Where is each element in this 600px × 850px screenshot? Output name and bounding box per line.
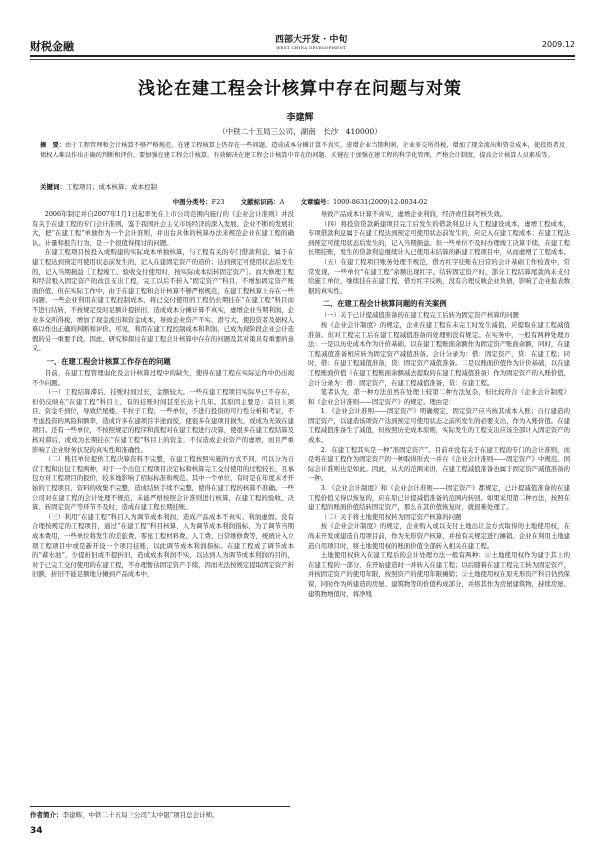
- clc-label: 中图分类号：: [172, 198, 212, 206]
- page-number: 34: [30, 826, 43, 836]
- footnote-label: 作者简介：: [30, 811, 63, 819]
- subsection-heading: （二）关于将土地使用权转为固定资产核算的问题: [320, 512, 462, 521]
- doc-code: A: [279, 198, 285, 206]
- footnote-text: 李建辉，中铁二十五局三公司“太中银”项目总会计师。: [62, 811, 219, 819]
- article-no: 1009-8631(2009)12-0034-02: [332, 198, 428, 206]
- header-rule-thin: [30, 59, 575, 60]
- abstract-text: 由于工程管理和会计核算不够严格规范，在建工程核算上仍存在一些问题，造成成本分摊计算不真实，虚增企业当期利润，企业多交所得税，增加了现金流出和资金成本，使投资者及债权人难以作出正确的判断和评价。要加强在建工程会计核算，有效解决在建工程会计核算中存在的问题，关键在于加强在建工程的科学化管理，严格会计制度，提高会计核算人员素质等。: [40, 142, 566, 159]
- journal-name-en: WEST CHINA DEVELOPMENT: [276, 45, 347, 50]
- paragraph: 1．《企业会计准则——固定资产》明确规定，固定资产应当按其成本入账；自行建造的固定资产，以建造该项资产达到预定可使用状态之前所发生的必要支出，作为入账价值。在建工程减值准备生了减值，但按照历史成本原则，实际发生的工程支出应该全部计入固定资产的成本。: [308, 407, 571, 445]
- paragraph: 按《企业会计制度》的规定，企业在建工程在未完工时发生减值，应提取在建工程减值准备。但对工程完工后在建工程减值准备的处理则没有规定。在实务中，一般有两种处理方法：一是以历史成本作为计价基础，以在建工程账面余额作为固定资产账面余额，同时，在建工程减值准备相应转为固定资产减值准备。会计分录为：借：固定资产，贷：在建工程；同时，借：在建工程减值准备，贷：固定资产减值准备。二是以账面价值作为计价基础，以在建工程账面价值（在建工程账面余额减去提取的在建工程减值准备）作为固定资产的入账价值，会计分录为：借：固定资产，在建工程减值准备，贷：在建工程。: [308, 320, 571, 387]
- right-column: [308, 210, 570, 599]
- section-heading: 一、在建工程会计核算工作存在的问题: [46, 356, 171, 366]
- paragraph: 目前，在建工程管理弱化及会计核算过程中的缺失，使得在建工程在实际运作中仍出现不少问题。: [32, 368, 294, 387]
- classification-line: [0, 197, 600, 206]
- keywords: [40, 182, 565, 192]
- paragraph: 3．《企业会计制度》和《企业会计准则——固定资产》都规定，已计提减值准备的在建工程价值又得以恢复的，应在原已计提减值准备的范围内转回。如果采用第二种方法，按照在建工程的账面价值结转固定资产，那么在其价值恢复时，就很难处理了。: [308, 484, 571, 512]
- header-rule: [30, 55, 575, 57]
- footnote-rule: [30, 806, 290, 807]
- issue-date: 2009.12: [541, 40, 575, 49]
- author-name: 李建辉: [286, 113, 314, 123]
- paragraph: （三）利用“在建工程”科目人为调节成本利润，造成产品成本不真实、利润虚假。没有合理按规定的工程项目，通过“在建工程”科目核算，人为调节成本利润指标，为了调节当期成本费用，一些单位将发生的差旅费、零星工程材料费、人工费、日常维修费等，统统计入立项工程项目中或是新开设一个项目挂账，以此调节成本利润指标。在建工程成了调节成本的“蓄水池”，少提折旧或不提折旧，造成成本利润不实，以达到人为调节成本利润的目的，对于已完工交付使用的在建工程，不办理暂估固定资产手续，因而无法按规定提取固定资产折旧额，折旧不能足额地分摊到产品成本中，: [32, 512, 295, 579]
- left-column: [32, 210, 294, 580]
- paragraph: （一）工程结算滞后，挂账时间过长，金额较大。一些在建工程项目实际早已不存在，但仍反映在“在建工程”科目上，有的挂账时间甚至长达十几年。其原因主要是：首目上项目、资金不到位，导致烂尾楼、半拉子工程；一些单位，不进行投资的可行性分析和考证，不考虑投资的风险和额率，造成许多在建项目半途而废，使很多在建项目损失，或成为无效在建项目。还有一些单位，不按照规定的程序和流程对在建工程进行决算，使很多在建工程结算及核对滞后，或成为长期挂在“在建工程”科目上的资金，不仅造成企业资产的虚增，而且严重影响了企业财务状况的真实性和准确性。: [32, 388, 295, 454]
- paragraph: （四）将投资贷款新建项目完工后发生的借款利息计入工程建设成本，虚增工程成本，专项借款利息属于在建工程达到预定可使用状态前发生的，应记入在建工程成本；在建工程达到预定可使用状态后发生的，记入当期损益。但一些单位不及时办理竣工决算手续，在建工程长期挂账，发生的贷款利息继续计入已使用未结算的新建工程项目中，从而虚增了工程成本。: [308, 219, 571, 257]
- author-affiliation: （中铁二十五局三公司，湖南 长沙 410000）: [218, 127, 382, 136]
- journal-name: [275, 35, 347, 50]
- paragraph: （二）账目单位提供工程决算资料不完整，在建工程按照实施的方式不同，可以分为自营工程和出包工程两种，对于一个出包工程项目决定标和核算完工交付使用的过程较长，且承包方对工程项目的报价，较多地影响了招标标准和规范。其中一个单位，有时是在年度末才开始的工程项目，资料的收集不完整，造成结转手续不完整，使得在建工程的核算不准确。一些公司对在建工程的会计处理不规范，未能严格按照会计准则进行核算，在建工程的验收、决算、转固定资产等环节不及时，造成在建工程长期挂账。: [32, 455, 295, 512]
- paragraph: 笔者认为，第一种方法虽然在处理上较第二种方法复杂，但比较符合《企业会计制度》和《企业会计准则——固定资产》的规定。理由是：: [308, 388, 570, 406]
- keywords-text: 工程项目；成本核算；成本控制: [66, 183, 157, 191]
- running-header: [30, 35, 575, 54]
- keywords-label: 关键词：: [40, 183, 66, 191]
- author-footnote: [30, 810, 575, 819]
- journal-section: 财税金融: [30, 40, 74, 53]
- article-no-label: 文章编号：: [300, 198, 333, 206]
- section-heading: 二、在建工程会计核算问题的有关案例: [322, 299, 447, 309]
- subsection-heading: （一）关于已计提减值准备的在建工程完工后转为固定资产核算的问题: [320, 311, 519, 320]
- paragraph: 按《企业会计制度》的规定，企业购入或以支付土地出让金方式取得的土地使用权，在尚未开发或建造自用项目前，作为无形资产核算，并按有关规定进行摊销。企业在利用土地建造自用项目时，将土地使用权的账面价值全部转入相关在建工程。: [308, 522, 571, 550]
- doc-code-label: 文献标识码：: [240, 198, 280, 206]
- journal-name-cn: 西部大开发 · 中旬: [275, 35, 348, 45]
- paragraph: 导致产品成本计算不真实，虚增企业利润，经济责任制考核失效。: [320, 210, 507, 218]
- abstract-label: 摘 要：: [40, 142, 66, 149]
- paragraph: （五）在建工程项目账务处理不规范，借方红字挂账在日常的会计基础工作检查中，常常发现，一些单位“在建工程”余额出现红字。结转固定资产时，部分工程结算尾款尚未支付给施工单位，继续挂在在建工程，借方红字反映，没有合理反映企业负债，影响了企业报表数据的真实性。: [308, 257, 571, 295]
- paragraph: 在建工程项目按投入或购建的实际成本单独核算，与工程有关的专门借款利息，属于在建工程达到预定可使用状态前发生的，记入在建固定资产的造价；达到预定可使用状态后发生的，记入当期损益［工程竣工、验收交付使用时，按实际成本结转固定资产］。而大修理工程和经营租入固定资产的改良支出工程，完工以后不转入“固定资产”科目，不增加固定资产账面价值，但在实际工作中，由于在建工程和会计核算不够严格规范，在建工程核算上存在一些问题，一些企业利用在建工程控制成本，将已交付使用的工程仍长期挂在“在建工程”科目而不进行结转，不按规定及时足额计提折旧，造成成本分摊计算不真实，虚增企业当期利润，企业多交所得税，增加了现金流出和资金成本，导致企业资产不实、潜亏大，使投资者及债权人难以作出正确的判断和评价。可见，利用在建工程控制成本和利润，已成为现阶段企业会计造假的另一重要手段。因此，研究和探讨在建工程会计核算中存在的问题及其对策具有重要的意义。: [32, 248, 295, 353]
- clc-code: F23: [211, 198, 225, 206]
- paragraph: 2006年制定并自2007年1月1日起率先在上市公司范围内施行的《企业会计准则》并没有关于在建工程的专门会计准则，鉴于我国社会主义市场经济的深入发展、企业不断的发展壮大，把“在建工程”单独作为一个会计准则，并出台具体的核算办法来规范企业在建工程的确认、计量和报告行为，是一个很值得探讨的问题。: [32, 210, 295, 247]
- paragraph: 土地使用权转入在建工程后的会计处理方法一般有两种：①土地使用权作为建于其上的在建工程的一部分，在开始建造时一并转入在建工程；以后随着在建工程完工转为固定资产，并按固定资产的使用年限，按照资产的使用年限摊销；②土地使用权在原无形资产科目仍然保留，同时作为所建造的房屋、建筑物等的价值构成部分，并将其作为房屋建筑物，持续房屋、建筑物增值时，将净残: [308, 551, 571, 598]
- abstract: [40, 141, 565, 161]
- article-title: 浅论在建工程会计核算中存在问题与对策: [138, 79, 462, 99]
- paragraph: 2．在建工程其实是一种“准固定资产”。目前并没有关于在建工程的专门的会计准则，而是将在建工程作为固定资产的一种取得形式一并在《企业会计准则——固定资产》中规范。国际会计准则也是如此。因此，从大的范围来讲，在建工程减值准备也属于固定资产减值准备的一种。: [308, 445, 571, 483]
